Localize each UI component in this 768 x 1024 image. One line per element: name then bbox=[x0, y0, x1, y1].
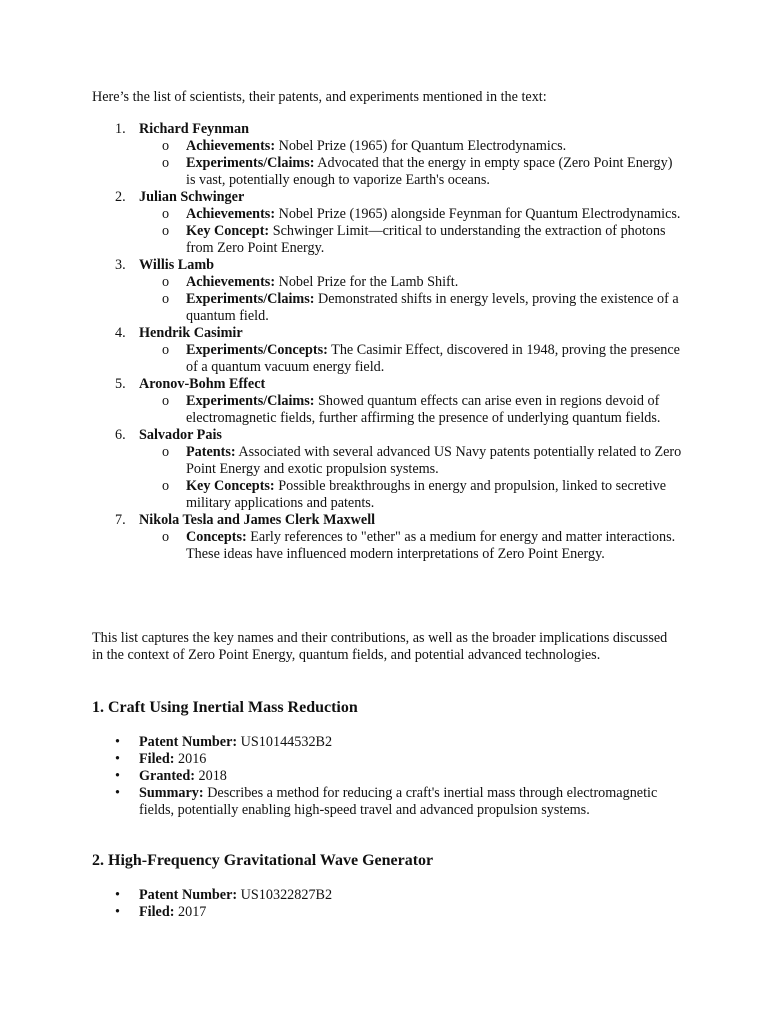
scientist-details bbox=[139, 138, 684, 189]
scientist-details bbox=[139, 206, 684, 257]
detail-item bbox=[139, 155, 684, 189]
detail-item bbox=[139, 274, 684, 291]
circle-bullet-icon: o bbox=[162, 223, 170, 239]
circle-bullet-icon: o bbox=[162, 206, 170, 222]
detail-text: Demonstrated shifts in energy levels, proving the existence of a quantum field. bbox=[186, 291, 679, 324]
patent-facts-2 bbox=[92, 887, 684, 921]
bullet-icon: • bbox=[115, 768, 120, 784]
bullet-icon: • bbox=[115, 785, 120, 801]
detail-text: Possible breakthroughs in energy and propulsion, linked to secretive military applications and patents. bbox=[186, 478, 667, 511]
scientist-details bbox=[139, 444, 684, 512]
patent-fact bbox=[92, 785, 684, 819]
fact-label: Filed: bbox=[139, 751, 175, 767]
detail-label: Experiments/Claims: bbox=[186, 155, 315, 171]
detail-label: Experiments/Claims: bbox=[186, 291, 315, 307]
fact-value: Describes a method for reducing a craft's inertial mass through electromagnetic fields, potentially enabling high-speed travel and advanced propulsion systems. bbox=[139, 785, 658, 818]
detail-item bbox=[139, 393, 684, 427]
fact-value: US10144532B2 bbox=[237, 734, 333, 750]
scientist-details bbox=[139, 529, 684, 563]
circle-bullet-icon: o bbox=[162, 342, 170, 358]
bullet-icon: • bbox=[115, 887, 120, 903]
circle-bullet-icon: o bbox=[162, 478, 170, 494]
patent-fact bbox=[92, 768, 684, 785]
fact-label: Filed: bbox=[139, 904, 175, 920]
patent-heading-2: 2. High-Frequency Gravitational Wave Generator bbox=[92, 852, 434, 869]
detail-text: Early references to "ether" as a medium for energy and matter interactions. These ideas have influenced modern interpretations of Zero Point Energy. bbox=[186, 529, 676, 562]
scientist-name: Nikola Tesla and James Clerk Maxwell bbox=[139, 512, 376, 528]
fact-label: Patent Number: bbox=[139, 887, 238, 903]
scientist-details bbox=[139, 342, 684, 376]
circle-bullet-icon: o bbox=[162, 274, 170, 290]
detail-item bbox=[139, 529, 684, 563]
scientist-item bbox=[92, 427, 684, 512]
scientist-details bbox=[139, 393, 684, 427]
detail-text: Nobel Prize (1965) alongside Feynman for Quantum Electrodynamics. bbox=[275, 206, 681, 222]
circle-bullet-icon: o bbox=[162, 138, 170, 154]
detail-label: Experiments/Concepts: bbox=[186, 342, 328, 358]
detail-item bbox=[139, 444, 684, 478]
fact-value: 2017 bbox=[174, 904, 207, 920]
detail-label: Achievements: bbox=[186, 206, 276, 222]
patent-fact bbox=[92, 734, 684, 751]
outro-paragraph: This list captures the key names and their contributions, as well as the broader implications discussed in the context of Zero Point Energy, quantum fields, and potential advanced technologies. bbox=[92, 630, 668, 663]
fact-value: 2016 bbox=[174, 751, 207, 767]
patent-heading-1: 1. Craft Using Inertial Mass Reduction bbox=[92, 699, 358, 716]
circle-bullet-icon: o bbox=[162, 444, 170, 460]
detail-text: Nobel Prize (1965) for Quantum Electrodynamics. bbox=[275, 138, 567, 154]
detail-label: Key Concept: bbox=[186, 223, 270, 239]
detail-item bbox=[139, 342, 684, 376]
scientist-item bbox=[92, 121, 684, 189]
bullet-icon: • bbox=[115, 751, 120, 767]
fact-value: US10322827B2 bbox=[237, 887, 333, 903]
detail-label: Concepts: bbox=[186, 529, 247, 545]
list-number: 5. bbox=[115, 376, 126, 392]
detail-label: Achievements: bbox=[186, 138, 276, 154]
detail-text: Advocated that the energy in empty space (Zero Point Energy) is vast, potentially enough to vaporize Earth's oceans. bbox=[186, 155, 673, 188]
list-number: 3. bbox=[115, 257, 126, 273]
intro-paragraph: Here’s the list of scientists, their patents, and experiments mentioned in the text: bbox=[92, 89, 547, 105]
detail-text: Showed quantum effects can arise even in regions devoid of electromagnetic fields, further affirming the presence of underlying quantum fields. bbox=[186, 393, 661, 426]
detail-item bbox=[139, 478, 684, 512]
list-number: 2. bbox=[115, 189, 126, 205]
bullet-icon: • bbox=[115, 734, 120, 750]
fact-label: Granted: bbox=[139, 768, 195, 784]
scientist-name: Richard Feynman bbox=[139, 121, 249, 137]
scientist-item bbox=[92, 376, 684, 427]
list-number: 4. bbox=[115, 325, 126, 341]
detail-item bbox=[139, 206, 684, 223]
detail-label: Achievements: bbox=[186, 274, 276, 290]
detail-item bbox=[139, 291, 684, 325]
list-number: 1. bbox=[115, 121, 126, 137]
scientist-name: Hendrik Casimir bbox=[139, 325, 243, 341]
scientist-list bbox=[92, 121, 684, 563]
patent-fact bbox=[92, 751, 684, 768]
detail-text: Associated with several advanced US Navy patents potentially related to Zero Point Energy and exotic propulsion systems. bbox=[186, 444, 682, 477]
detail-label: Patents: bbox=[186, 444, 236, 460]
detail-text: The Casimir Effect, discovered in 1948, proving the presence of a quantum vacuum energy field. bbox=[186, 342, 680, 375]
detail-item bbox=[139, 138, 684, 155]
scientist-details bbox=[139, 274, 684, 325]
detail-label: Experiments/Claims: bbox=[186, 393, 315, 409]
fact-value: 2018 bbox=[194, 768, 227, 784]
detail-text: Schwinger Limit—critical to understanding the extraction of photons from Zero Point Energy. bbox=[186, 223, 666, 256]
scientist-item bbox=[92, 189, 684, 257]
scientist-item bbox=[92, 257, 684, 325]
patent-fact bbox=[92, 904, 684, 921]
circle-bullet-icon: o bbox=[162, 393, 170, 409]
fact-label: Patent Number: bbox=[139, 734, 238, 750]
fact-label: Summary: bbox=[139, 785, 204, 801]
circle-bullet-icon: o bbox=[162, 291, 170, 307]
scientist-name: Julian Schwinger bbox=[139, 189, 245, 205]
detail-item bbox=[139, 223, 684, 257]
detail-label: Key Concepts: bbox=[186, 478, 275, 494]
scientist-name: Aronov-Bohm Effect bbox=[139, 376, 266, 392]
scientist-name: Willis Lamb bbox=[139, 257, 215, 273]
bullet-icon: • bbox=[115, 904, 120, 920]
scientist-item bbox=[92, 325, 684, 376]
list-number: 6. bbox=[115, 427, 126, 443]
scientist-item bbox=[92, 512, 684, 563]
patent-facts-1 bbox=[92, 734, 684, 819]
detail-text: Nobel Prize for the Lamb Shift. bbox=[275, 274, 459, 290]
circle-bullet-icon: o bbox=[162, 529, 170, 545]
scientist-name: Salvador Pais bbox=[139, 427, 222, 443]
list-number: 7. bbox=[115, 512, 126, 528]
patent-fact bbox=[92, 887, 684, 904]
circle-bullet-icon: o bbox=[162, 155, 170, 171]
